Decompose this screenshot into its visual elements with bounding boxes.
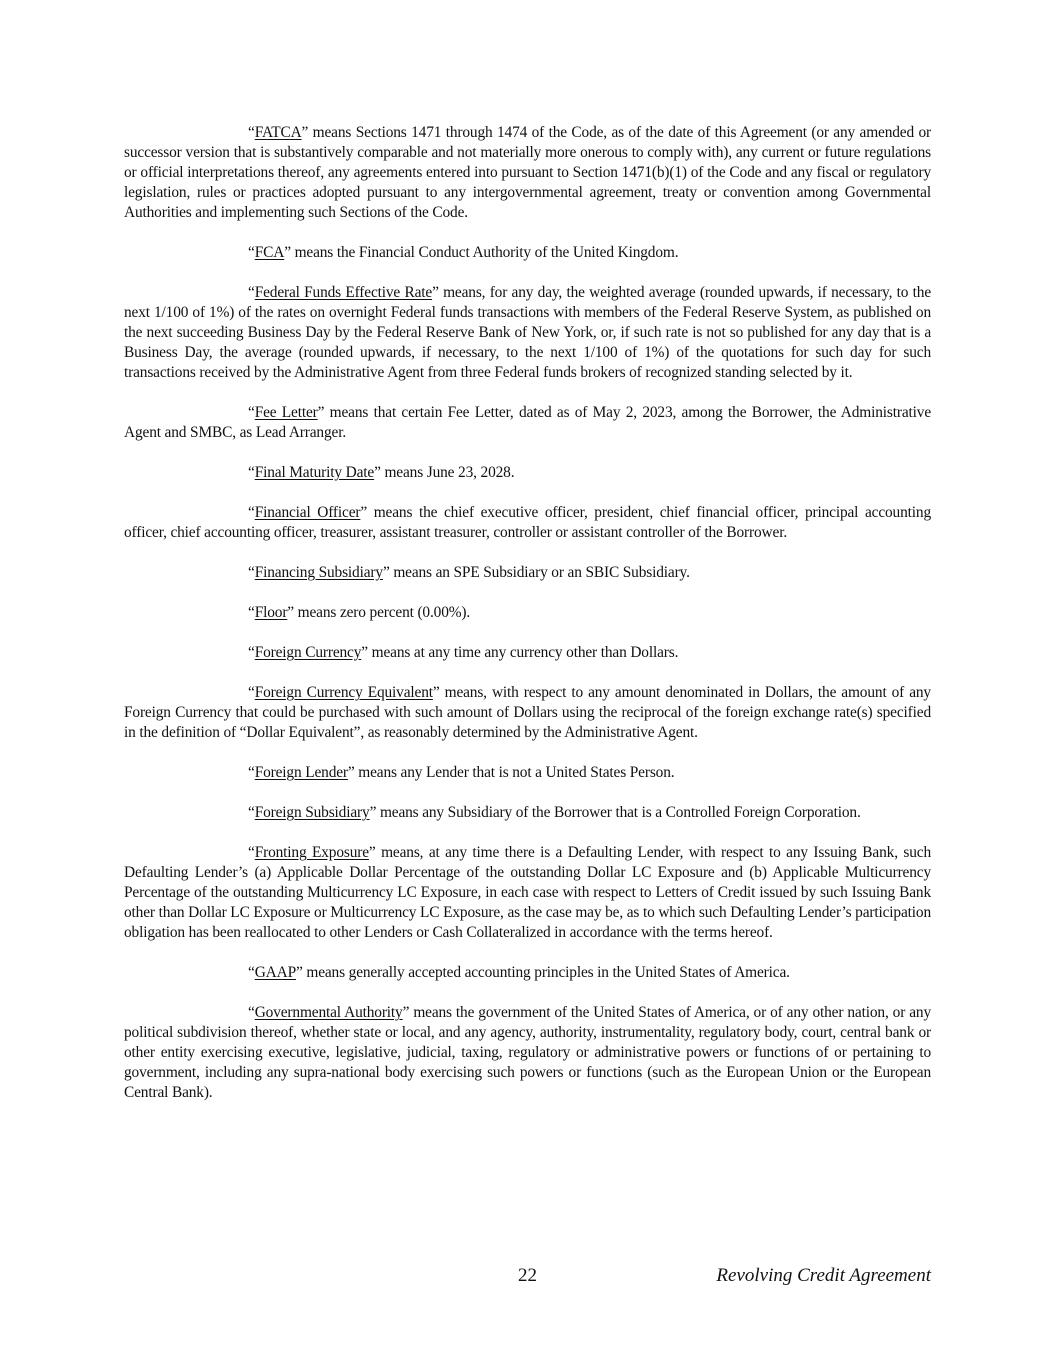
defined-term: Foreign Subsidiary [254,804,370,821]
definition-text: ” means the government of the United States of America, or of any other nation, or any political subdivision thereof, whether state or local, and any agency, authority, instrumentality, regulatory body, court, central bank or other entity exercising executive, legislative, judicial, taxing, regulatory or administrative powers or functions of or pertaining to government, including any supra-national body exercising such powers or functions (such as the European Union or the European Central Bank). [124,1004,931,1101]
definition-text: ” means, for any day, the weighted average (rounded upwards, if necessary, to the next 1/100 of 1%) of the rates on overnight Federal funds transactions with members of the Federal Reserve System, as published on the next succeeding Business Day by the Federal Reserve Bank of New York, or, if such rate is not so published for any day that is a Business Day, the average (rounded upwards, if necessary, to the next 1/100 of 1%) of the quotations for such day for such transactions received by the Administrative Agent from three Federal funds brokers of recognized standing selected by it. [124,284,931,381]
definition-text: ” means any Subsidiary of the Borrower that is a Controlled Foreign Corporation. [369,804,861,821]
defined-term: FATCA [254,124,302,141]
page-number: 22 [518,1265,537,1286]
definition-paragraph: “Fee Letter” means that certain Fee Letter, dated as of May 2, 2023, among the Borrower, the Administrative Agent and SMBC, as Lead Arranger. [124,404,932,441]
definition-text: ” means, at any time there is a Defaulting Lender, with respect to any Issuing Bank, such Defaulting Lender’s (a) Applicable Dollar Percentage of the outstanding Dollar LC Exposure and (b) Applicable Multicurrency Percentage of the outstanding Multicurrency LC Exposure, in each case with respect to Letters of Credit issued by such Issuing Bank other than Dollar LC Exposure or Multicurrency LC Exposure, as the case may be, as to which such Defaulting Lender’s participation obligation has been reallocated to other Lenders or Cash Collateralized in accordance with the terms hereof. [124,844,931,941]
definition-paragraph: “Foreign Lender” means any Lender that is not a United States Person. [248,764,675,781]
definition-text: ” means the Financial Conduct Authority of the United Kingdom. [284,244,679,261]
definition-paragraph: “Foreign Currency” means at any time any currency other than Dollars. [248,644,679,661]
defined-term: GAAP [254,964,296,981]
definition-text: ” means at any time any currency other than Dollars. [361,644,679,661]
definition-paragraph: “Financing Subsidiary” means an SPE Subsidiary or an SBIC Subsidiary. [248,564,690,581]
definition-paragraph: “Foreign Currency Equivalent” means, with respect to any amount denominated in Dollars, the amount of any Foreign Currency that could be purchased with such amount of Dollars using the reciprocal of the foreign exchange rate(s) specified in the definition of “Dollar Equivalent”, as reasonably determined by the Administrative Agent. [124,684,931,741]
definition-paragraph: “GAAP” means generally accepted accounting principles in the United States of America. [248,964,790,981]
definition-text: ” means June 23, 2028. [374,464,515,481]
defined-term: FCA [254,244,285,261]
defined-term: Foreign Currency [254,644,362,661]
definition-paragraph: “Floor” means zero percent (0.00%). [248,604,471,621]
definition-text: ” means, with respect to any amount denominated in Dollars, the amount of any Foreign Currency that could be purchased with such amount of Dollars using the reciprocal of the foreign exchange rate(s) specified in the definition of “Dollar Equivalent”, as reasonably determined by the Administrative Agent. [124,684,931,741]
defined-term: Final Maturity Date [254,464,375,481]
defined-term: Foreign Currency Equivalent [254,684,433,701]
definition-text: ” means the chief executive officer, president, chief financial officer, principal accounting officer, chief accounting officer, treasurer, assistant treasurer, controller or assistant controller of the Borrower. [124,504,931,541]
defined-term: Federal Funds Effective Rate [254,284,433,301]
definition-paragraph: “Fronting Exposure” means, at any time there is a Defaulting Lender, with respect to any Issuing Bank, such Defaulting Lender’s (a) Applicable Dollar Percentage of the outstanding Dollar LC Exposure and (b) Applicable Multicurrency Percentage of the outstanding Multicurrency LC Exposure, in each case with respect to Letters of Credit issued by such Issuing Bank other than Dollar LC Exposure or Multicurrency LC Exposure, as the case may be, as to which such Defaulting Lender’s participation obligation has been reallocated to other Lenders or Cash Collateralized in accordance with the terms hereof. [124,844,931,941]
definition-paragraph: “FATCA” means Sections 1471 through 1474 of the Code, as of the date of this Agreement (or any amended or successor version that is substantively comparable and not materially more onerous to comply with), any current or future regulations or official interpretations thereof, any agreements entered into pursuant to Section 1471(b)(1) of the Code and any fiscal or regulatory legislation, rules or practices adopted pursuant to any intergovernmental agreement, treaty or convention among Governmental Authorities and implementing such Sections of the Code. [124,124,931,221]
definition-text: ” means any Lender that is not a United States Person. [347,764,675,781]
defined-term: Financing Subsidiary [254,564,383,581]
definition-paragraph: “Final Maturity Date” means June 23, 2028. [248,464,515,481]
defined-term: Fronting Exposure [254,844,369,861]
defined-term: Foreign Lender [254,764,348,781]
defined-term: Floor [254,604,288,621]
definition-paragraph: “Federal Funds Effective Rate” means, for any day, the weighted average (rounded upwards, if necessary, to the next 1/100 of 1%) of the rates on overnight Federal funds transactions with members of the Federal Reserve System, as published on the next succeeding Business Day by the Federal Reserve Bank of New York, or, if such rate is not so published for any day that is a Business Day, the average (rounded upwards, if necessary, to the next 1/100 of 1%) of the quotations for such day for such transactions received by the Administrative Agent from three Federal funds brokers of recognized standing selected by it. [124,284,931,381]
definition-paragraph: “Foreign Subsidiary” means any Subsidiary of the Borrower that is a Controlled Foreign Corporation. [248,804,861,821]
definition-paragraph: “Governmental Authority” means the government of the United States of America, or of any other nation, or any political subdivision thereof, whether state or local, and any agency, authority, instrumentality, regulatory body, court, central bank or other entity exercising executive, legislative, judicial, taxing, regulatory or administrative powers or functions of or pertaining to government, including any supra-national body exercising such powers or functions (such as the European Union or the European Central Bank). [124,1004,931,1101]
definition-text: ” means that certain Fee Letter, dated as of May 2, 2023, among the Borrower, the Administrative Agent and SMBC, as Lead Arranger. [124,404,932,441]
definition-text: ” means zero percent (0.00%). [287,604,471,621]
definition-paragraph: “Financial Officer” means the chief executive officer, president, chief financial officer, principal accounting officer, chief accounting officer, treasurer, assistant treasurer, controller or assistant controller of the Borrower. [124,504,931,541]
definition-text: ” means an SPE Subsidiary or an SBIC Subsidiary. [382,564,690,581]
document-title: Revolving Credit Agreement [716,1265,931,1286]
defined-term: Financial Officer [254,504,361,521]
defined-term: Governmental Authority [254,1004,403,1021]
definition-text: ” means Sections 1471 through 1474 of the Code, as of the date of this Agreement (or any amended or successor version that is substantively comparable and not materially more onerous to comply with), any current or future regulations or official interpretations thereof, any agreements entered into pursuant to Section 1471(b)(1) of the Code and any fiscal or regulatory legislation, rules or practices adopted pursuant to any intergovernmental agreement, treaty or convention among Governmental Authorities and implementing such Sections of the Code. [124,124,931,221]
definition-paragraph: “FCA” means the Financial Conduct Authority of the United Kingdom. [248,244,679,261]
document-body [124,123,931,1123]
page-footer [124,1265,931,1289]
defined-term: Fee Letter [254,404,318,421]
definition-text: ” means generally accepted accounting principles in the United States of America. [296,964,790,981]
